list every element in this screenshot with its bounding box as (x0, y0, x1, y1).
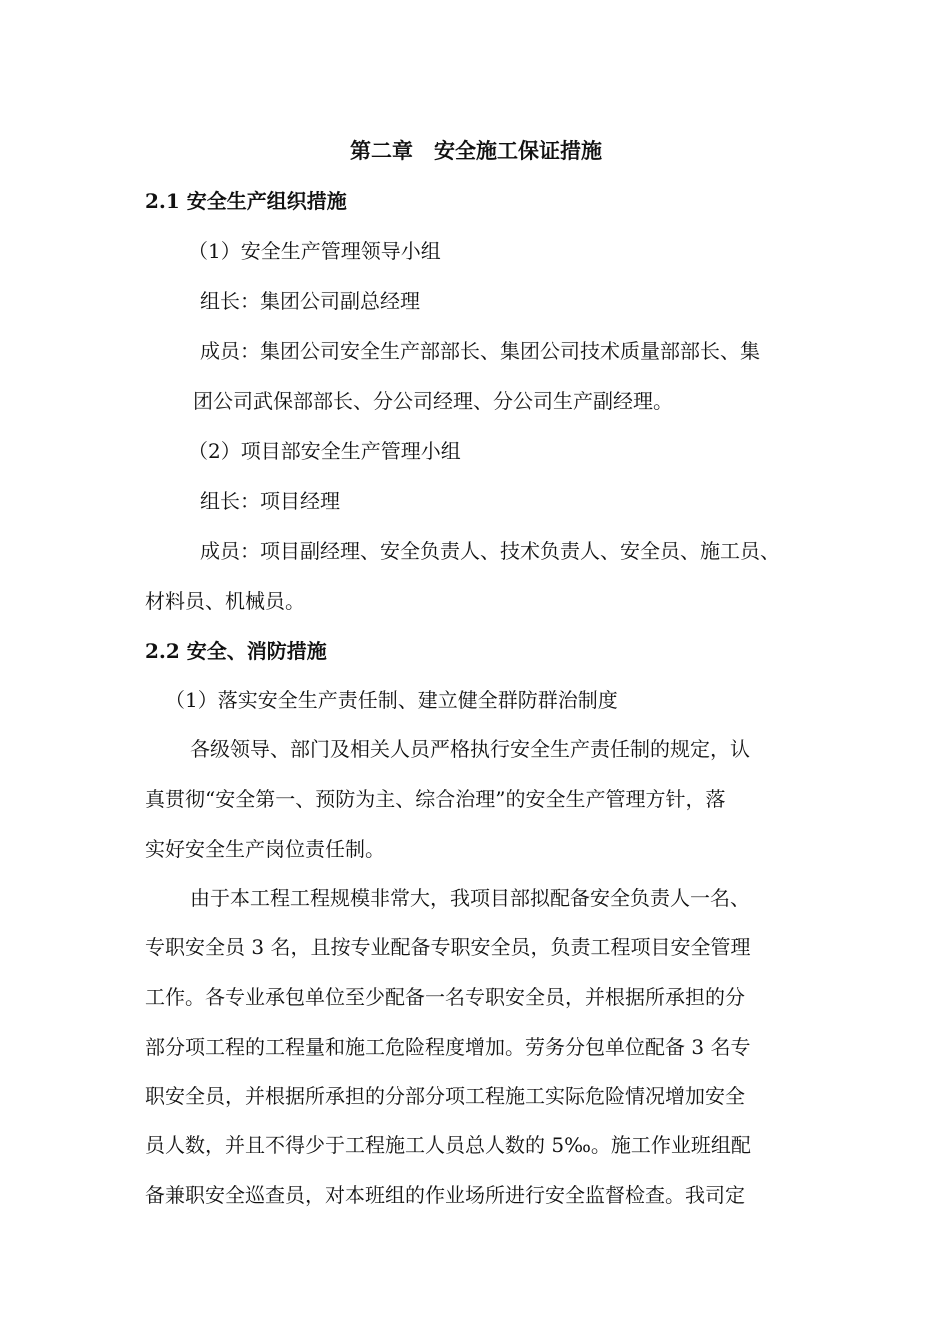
paragraph-line: 各级领导、部门及相关人员严格执行安全生产责任制的规定，认 (190, 737, 750, 761)
section-heading-2-1: 2.1 安全生产组织措施 (145, 189, 347, 213)
section-heading-2-2: 2.2 安全、消防措施 (145, 639, 327, 663)
group1-title: （1）安全生产管理领导小组 (188, 239, 441, 263)
paragraph-line: 备兼职安全巡查员，对本班组的作业场所进行安全监督检查。我司定 (145, 1183, 745, 1207)
paragraph-line: 真贯彻“安全第一、预防为主、综合治理”的安全生产管理方针，落 (145, 787, 726, 811)
paragraph-line: 专职安全员 3 名，且按专业配备专职安全员，负责工程项目安全管理 (145, 935, 751, 959)
paragraph-line: 部分项工程的工程量和施工危险程度增加。劳务分包单位配备 3 名专 (145, 1035, 751, 1059)
paragraph-line: 职安全员，并根据所承担的分部分项工程施工实际危险情况增加安全 (145, 1084, 745, 1108)
group1-members-line2: 团公司武保部部长、分公司经理、分公司生产副经理。 (193, 389, 673, 413)
paragraph-line: 工作。各专业承包单位至少配备一名专职安全员，并根据所承担的分 (145, 985, 745, 1009)
section-2-2-subheading: （1）落实安全生产责任制、建立健全群防群治制度 (165, 688, 618, 712)
group2-title: （2）项目部安全生产管理小组 (188, 439, 461, 463)
group2-members-line2: 材料员、机械员。 (145, 589, 305, 613)
group2-leader: 组长：项目经理 (200, 489, 340, 513)
group2-members-line1: 成员：项目副经理、安全负责人、技术负责人、安全员、施工员、 (200, 539, 780, 563)
paragraph-line: 由于本工程工程规模非常大，我项目部拟配备安全负责人一名、 (190, 886, 750, 910)
group1-members-line1: 成员：集团公司安全生产部部长、集团公司技术质量部部长、集 (200, 339, 760, 363)
chapter-title: 第二章 安全施工保证措施 (350, 138, 602, 163)
paragraph-line: 员人数，并且不得少于工程施工人员总人数的 5‰。施工作业班组配 (145, 1133, 751, 1157)
group1-leader: 组长：集团公司副总经理 (200, 289, 420, 313)
paragraph-line: 实好安全生产岗位责任制。 (145, 837, 385, 861)
